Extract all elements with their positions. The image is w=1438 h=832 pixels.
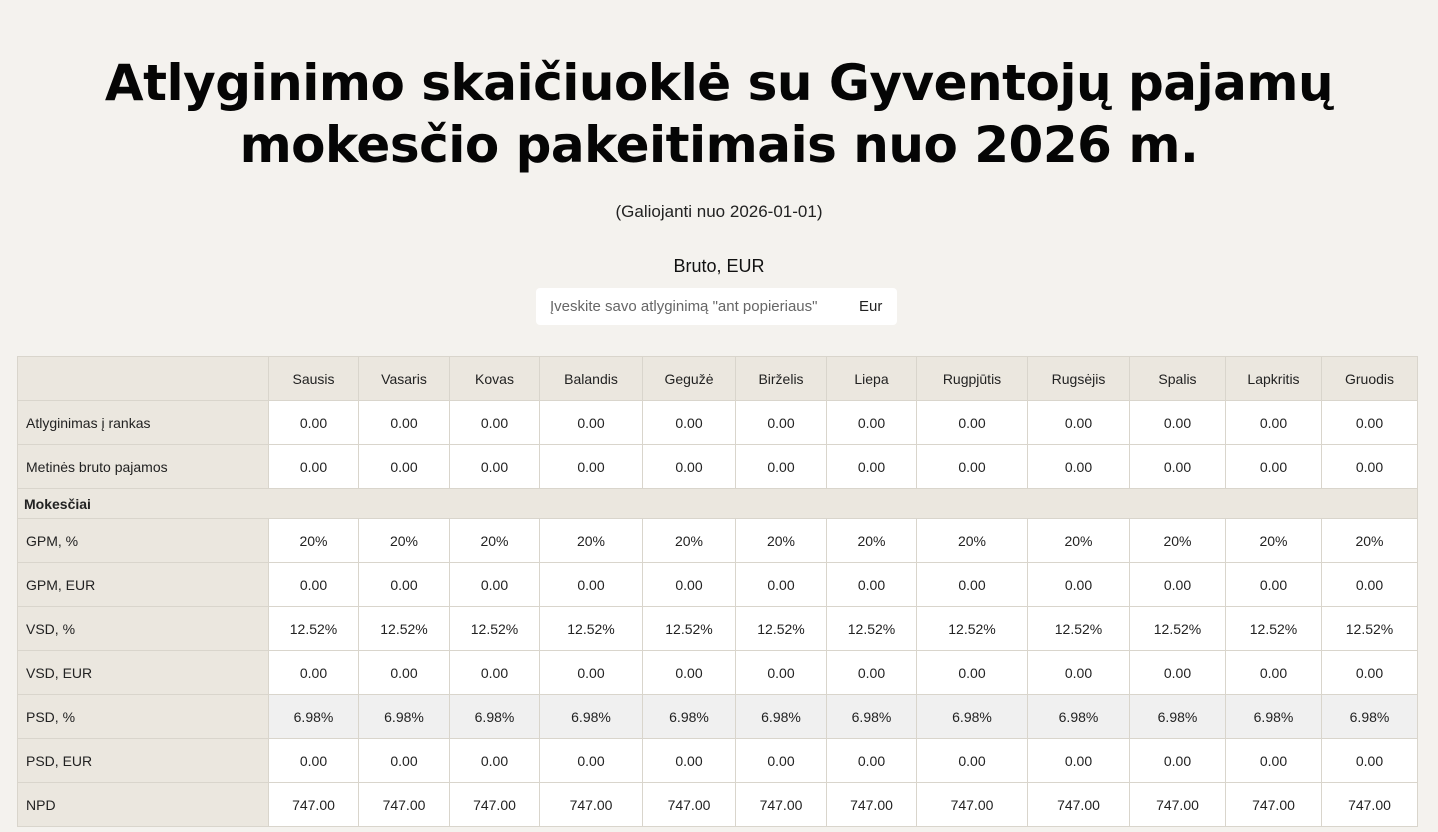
table-cell: 0.00 (1130, 739, 1226, 783)
table-cell: 0.00 (1226, 445, 1322, 489)
table-cell: 0.00 (1028, 651, 1130, 695)
table-cell: 20% (1322, 519, 1418, 563)
table-row (18, 445, 1418, 489)
currency-unit: Eur (859, 298, 883, 315)
table-cell: 0.00 (643, 651, 736, 695)
table-row (18, 519, 1418, 563)
table-cell: 0.00 (269, 739, 359, 783)
table-cell: 0.00 (1130, 651, 1226, 695)
table-cell: 12.52% (269, 607, 359, 651)
table-cell: 12.52% (1028, 607, 1130, 651)
table-cell: 747.00 (643, 783, 736, 827)
table-cell: 0.00 (736, 651, 827, 695)
table-cell: 0.00 (1028, 563, 1130, 607)
row-label: GPM, EUR (18, 563, 269, 607)
month-header: Rugsėjis (1028, 357, 1130, 401)
table-cell: 6.98% (1322, 695, 1418, 739)
row-label: Atlyginimas į rankas (18, 401, 269, 445)
table-cell: 0.00 (1322, 401, 1418, 445)
table-cell: 20% (450, 519, 540, 563)
table-cell: 0.00 (643, 563, 736, 607)
table-cell: 0.00 (1322, 651, 1418, 695)
table-cell: 0.00 (1322, 739, 1418, 783)
table-cell: 6.98% (827, 695, 917, 739)
table-cell: 12.52% (450, 607, 540, 651)
row-label: NPD (18, 783, 269, 827)
table-cell: 0.00 (827, 563, 917, 607)
table-cell: 6.98% (450, 695, 540, 739)
month-header: Vasaris (359, 357, 450, 401)
table-cell: 0.00 (540, 563, 643, 607)
table-cell: 747.00 (736, 783, 827, 827)
table-body (18, 401, 1418, 827)
row-label: VSD, EUR (18, 651, 269, 695)
month-header: Rugpjūtis (917, 357, 1028, 401)
table-cell: 0.00 (827, 739, 917, 783)
table-cell: 0.00 (450, 445, 540, 489)
month-header: Spalis (1130, 357, 1226, 401)
table-header (18, 357, 1418, 401)
salary-input-group (536, 288, 897, 325)
table-cell: 0.00 (359, 739, 450, 783)
table-cell: 20% (917, 519, 1028, 563)
table-cell: 12.52% (359, 607, 450, 651)
table-cell: 6.98% (1226, 695, 1322, 739)
table-cell: 0.00 (359, 445, 450, 489)
table-cell: 12.52% (1130, 607, 1226, 651)
table-cell: 0.00 (917, 739, 1028, 783)
table-cell: 0.00 (736, 401, 827, 445)
table-cell: 12.52% (1226, 607, 1322, 651)
page-title: Atlyginimo skaičiuoklė su Gyventojų pajamų mokesčio pakeitimais nuo 2026 m. (104, 54, 1334, 174)
table-cell: 0.00 (827, 401, 917, 445)
table-cell: 0.00 (1226, 739, 1322, 783)
corner-cell (18, 357, 269, 401)
table-cell: 12.52% (827, 607, 917, 651)
month-header: Kovas (450, 357, 540, 401)
table-cell: 747.00 (269, 783, 359, 827)
section-label: Mokesčiai (18, 489, 1418, 519)
table-cell: 20% (643, 519, 736, 563)
table-cell: 0.00 (540, 445, 643, 489)
table-cell: 6.98% (917, 695, 1028, 739)
table-cell: 0.00 (450, 739, 540, 783)
table-cell: 0.00 (1130, 401, 1226, 445)
table-cell: 0.00 (450, 651, 540, 695)
month-header: Sausis (269, 357, 359, 401)
month-header: Gegužė (643, 357, 736, 401)
table-cell: 0.00 (643, 445, 736, 489)
table-cell: 747.00 (827, 783, 917, 827)
table-cell: 20% (736, 519, 827, 563)
validity-subtitle: (Galiojanti nuo 2026-01-01) (615, 202, 823, 221)
table-cell: 0.00 (450, 563, 540, 607)
table-cell: 747.00 (1226, 783, 1322, 827)
table-cell: 20% (269, 519, 359, 563)
table-cell: 20% (1226, 519, 1322, 563)
table-cell: 6.98% (643, 695, 736, 739)
month-header-row (18, 357, 1418, 401)
table-cell: 20% (540, 519, 643, 563)
table-cell: 6.98% (1028, 695, 1130, 739)
table-cell: 0.00 (1322, 445, 1418, 489)
table-cell: 6.98% (359, 695, 450, 739)
table-cell: 0.00 (736, 739, 827, 783)
table-cell: 0.00 (450, 401, 540, 445)
table-cell: 0.00 (917, 563, 1028, 607)
table-cell: 0.00 (643, 401, 736, 445)
table-cell: 0.00 (540, 739, 643, 783)
month-header: Balandis (540, 357, 643, 401)
table-cell: 0.00 (736, 445, 827, 489)
table-cell: 0.00 (1322, 563, 1418, 607)
table-cell: 0.00 (359, 563, 450, 607)
salary-table (17, 356, 1418, 827)
table-cell: 0.00 (1028, 401, 1130, 445)
table-cell: 0.00 (269, 401, 359, 445)
table-cell: 12.52% (540, 607, 643, 651)
table-cell: 0.00 (827, 651, 917, 695)
table-cell: 6.98% (540, 695, 643, 739)
table-cell: 747.00 (1028, 783, 1130, 827)
table-cell: 0.00 (917, 445, 1028, 489)
table-cell: 747.00 (1322, 783, 1418, 827)
table-cell: 0.00 (1226, 563, 1322, 607)
table-row (18, 607, 1418, 651)
row-label: PSD, % (18, 695, 269, 739)
table-cell: 0.00 (269, 563, 359, 607)
table-cell: 6.98% (1130, 695, 1226, 739)
month-header: Liepa (827, 357, 917, 401)
table-cell: 0.00 (736, 563, 827, 607)
table-cell: 0.00 (359, 651, 450, 695)
bruto-label: Bruto, EUR (673, 256, 765, 276)
table-row (18, 401, 1418, 445)
table-cell: 747.00 (540, 783, 643, 827)
table-cell: 12.52% (1322, 607, 1418, 651)
section-row (18, 489, 1418, 519)
table-cell: 20% (359, 519, 450, 563)
table-cell: 0.00 (827, 445, 917, 489)
table-row (18, 783, 1418, 827)
month-header: Gruodis (1322, 357, 1418, 401)
table-cell: 0.00 (1226, 651, 1322, 695)
table-cell: 0.00 (1130, 445, 1226, 489)
row-label: Metinės bruto pajamos (18, 445, 269, 489)
table-cell: 0.00 (540, 401, 643, 445)
table-cell: 6.98% (736, 695, 827, 739)
table-cell: 747.00 (359, 783, 450, 827)
table-cell: 747.00 (450, 783, 540, 827)
table-cell: 0.00 (1028, 739, 1130, 783)
table-cell: 747.00 (917, 783, 1028, 827)
table-cell: 0.00 (269, 651, 359, 695)
table-row (18, 739, 1418, 783)
table-cell: 0.00 (269, 445, 359, 489)
table-row (18, 695, 1418, 739)
table-row (18, 651, 1418, 695)
table-cell: 0.00 (1028, 445, 1130, 489)
table-cell: 20% (827, 519, 917, 563)
table-cell: 0.00 (359, 401, 450, 445)
table-cell: 6.98% (269, 695, 359, 739)
row-label: VSD, % (18, 607, 269, 651)
table-cell: 0.00 (917, 651, 1028, 695)
row-label: GPM, % (18, 519, 269, 563)
table-row (18, 563, 1418, 607)
table-cell: 0.00 (1130, 563, 1226, 607)
month-header: Birželis (736, 357, 827, 401)
table-cell: 12.52% (736, 607, 827, 651)
salary-input[interactable] (536, 288, 850, 325)
table-cell: 12.52% (917, 607, 1028, 651)
table-cell: 0.00 (1226, 401, 1322, 445)
table-cell: 20% (1130, 519, 1226, 563)
table-cell: 20% (1028, 519, 1130, 563)
table-cell: 0.00 (540, 651, 643, 695)
table-cell: 0.00 (917, 401, 1028, 445)
month-header: Lapkritis (1226, 357, 1322, 401)
table-cell: 747.00 (1130, 783, 1226, 827)
table-cell: 12.52% (643, 607, 736, 651)
table-cell: 0.00 (643, 739, 736, 783)
row-label: PSD, EUR (18, 739, 269, 783)
